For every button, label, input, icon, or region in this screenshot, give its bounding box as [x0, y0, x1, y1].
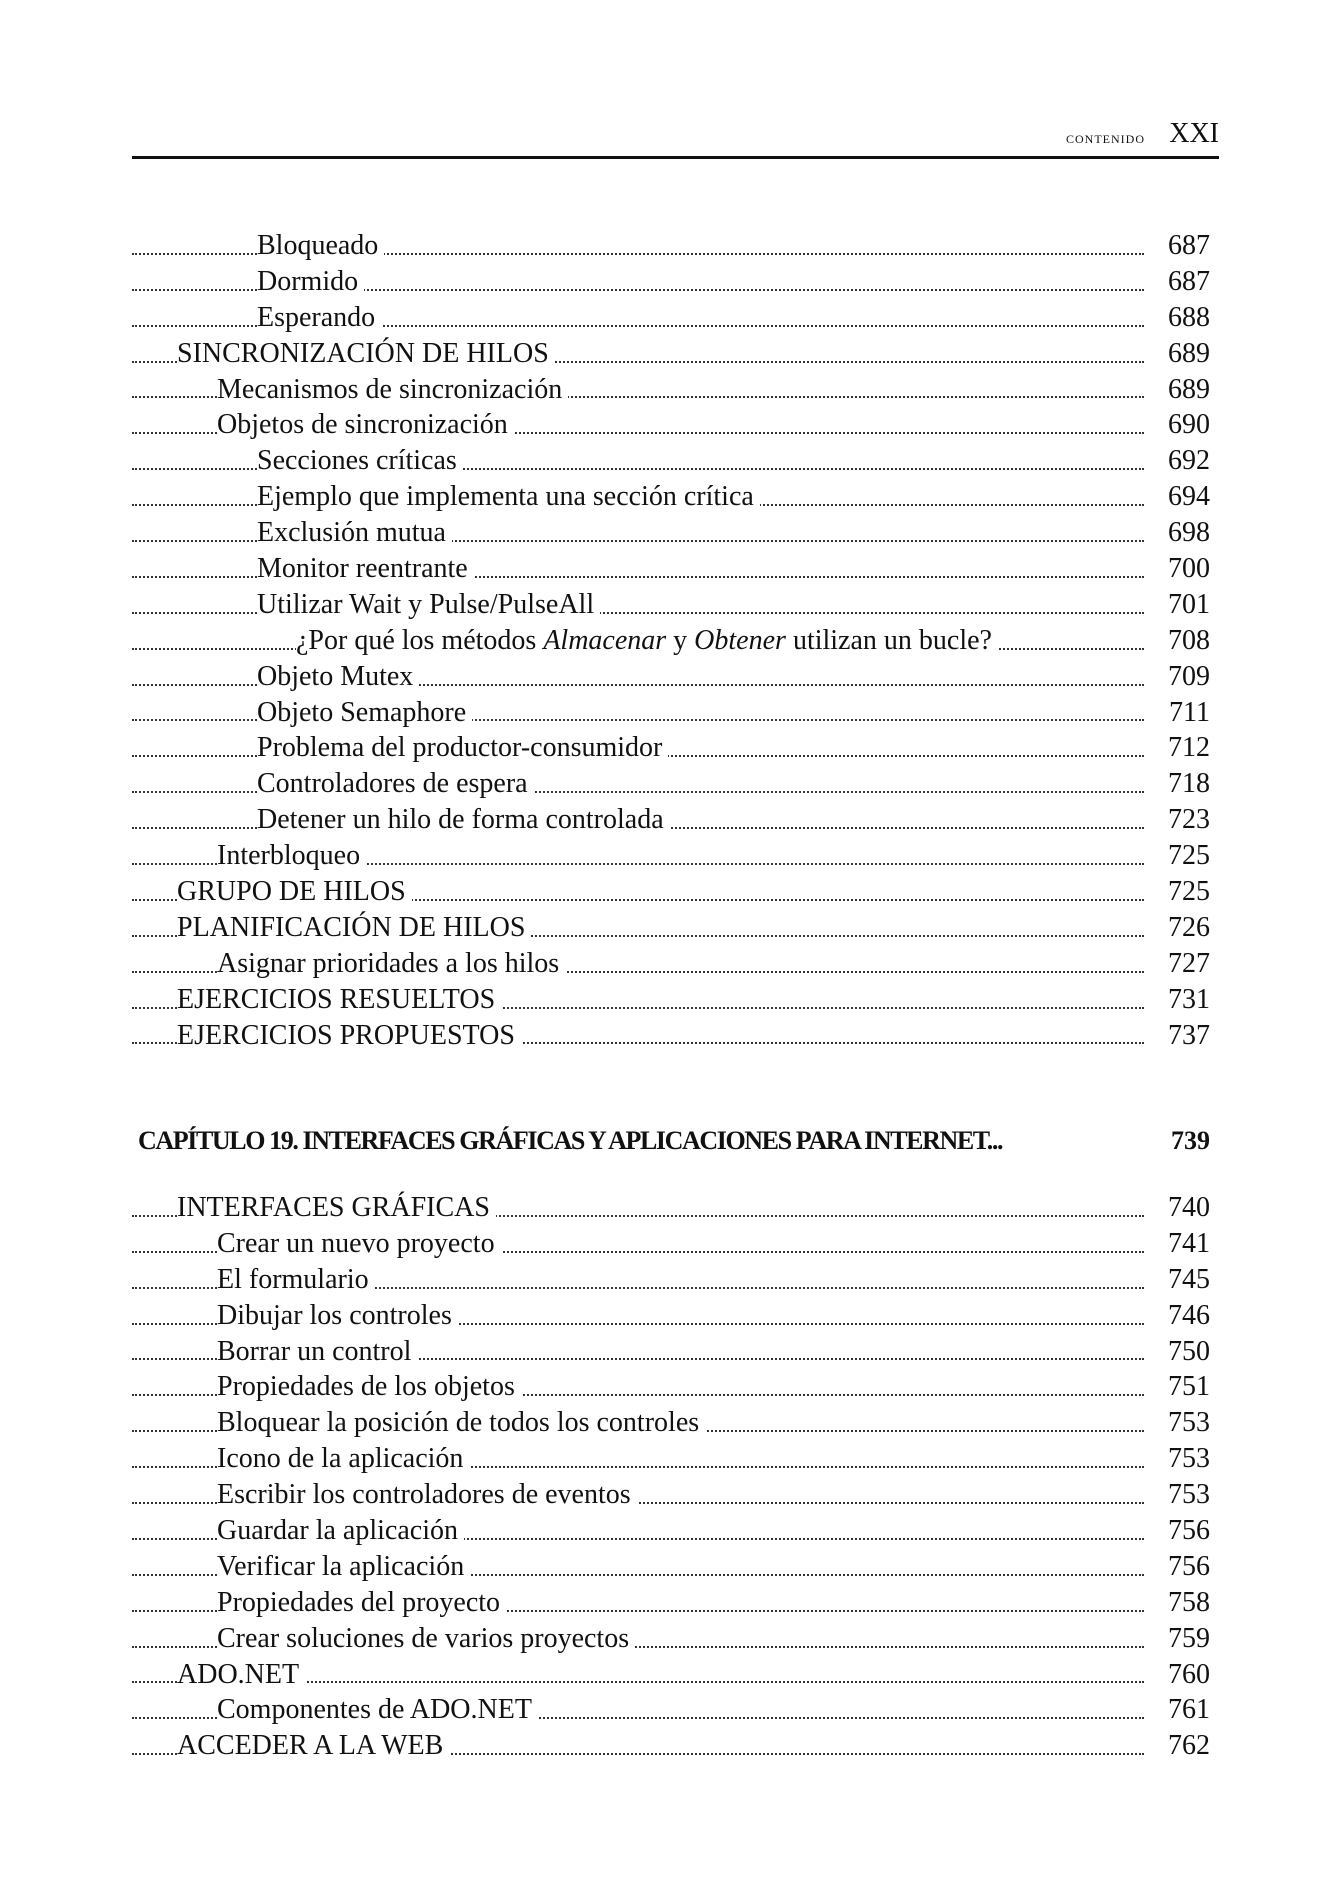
- toc-entry-page: 711: [1156, 695, 1210, 731]
- toc-entry: [132, 1018, 1210, 1054]
- toc-entry-title: Detener un hilo de forma controlada: [257, 802, 670, 838]
- toc-entry-page: 731: [1156, 982, 1210, 1018]
- toc-entry-page: 690: [1156, 407, 1210, 443]
- toc-entry: [132, 372, 1210, 408]
- header-page-number: XXI: [1169, 118, 1219, 149]
- toc-entry: [132, 802, 1210, 838]
- toc-entry: [132, 695, 1210, 731]
- chapter-title: CAPÍTULO 19. INTERFACES GRÁFICAS Y APLICACIONES PARA INTERNET...: [138, 1126, 1003, 1155]
- toc-entry-title: Esperando: [257, 300, 381, 336]
- toc-entry: [132, 1369, 1210, 1405]
- toc-list-gui: [132, 1190, 1210, 1764]
- toc-entry-page: 701: [1156, 587, 1210, 623]
- toc-entry: [132, 1549, 1210, 1585]
- toc-entry: [132, 1585, 1210, 1621]
- toc-entry-page: 745: [1156, 1262, 1210, 1298]
- toc-entry-page: 723: [1156, 802, 1210, 838]
- toc-entry-page: 689: [1156, 336, 1210, 372]
- toc-entry-page: 694: [1156, 479, 1210, 515]
- toc-entry: [132, 336, 1210, 372]
- toc-entry-title: Propiedades de los objetos: [217, 1369, 521, 1405]
- toc-entry: [132, 766, 1210, 802]
- toc-entry-page: 687: [1156, 228, 1210, 264]
- toc-entry: [132, 1621, 1210, 1657]
- toc-entry-page: 758: [1156, 1585, 1210, 1621]
- toc-entry: [132, 730, 1210, 766]
- toc-entry-page: 759: [1156, 1621, 1210, 1657]
- toc-entry-title: El formulario: [217, 1262, 375, 1298]
- toc-entry-title: Propiedades del proyecto: [217, 1585, 506, 1621]
- toc-entry-page: 753: [1156, 1405, 1210, 1441]
- toc-entry: [132, 1441, 1210, 1477]
- toc-entry-title: Objeto Mutex: [257, 659, 419, 695]
- toc-entry-title: Exclusión mutua: [257, 515, 452, 551]
- toc-entry: [132, 623, 1210, 659]
- toc-entry-title: EJERCICIOS RESUELTOS: [177, 982, 501, 1018]
- toc-entry-page: 712: [1156, 730, 1210, 766]
- toc-entry-title: Guardar la aplicación: [217, 1513, 464, 1549]
- toc-entry-title: Ejemplo que implementa una sección crítica: [257, 479, 760, 515]
- toc-entry-page: 709: [1156, 659, 1210, 695]
- toc-entry-page: 700: [1156, 551, 1210, 587]
- toc-entry-page: 718: [1156, 766, 1210, 802]
- toc-entry: [132, 1692, 1210, 1728]
- chapter-page-number: 739: [1171, 1126, 1210, 1155]
- toc-entry: [132, 982, 1210, 1018]
- toc-entry-title: Interbloqueo: [217, 838, 366, 874]
- toc-entry: [132, 1405, 1210, 1441]
- toc-entry: [132, 1657, 1210, 1693]
- toc-entry: [132, 407, 1210, 443]
- toc-entry-page: 746: [1156, 1298, 1210, 1334]
- toc-entry-page: 741: [1156, 1226, 1210, 1262]
- toc-entry-page: 689: [1156, 372, 1210, 408]
- toc-entry-title-part: Almacenar: [543, 624, 667, 656]
- toc-entry-page: 761: [1156, 1692, 1210, 1728]
- toc-entry-page: 737: [1156, 1018, 1210, 1054]
- toc-entry: [132, 1298, 1210, 1334]
- toc-entry: [132, 551, 1210, 587]
- toc-entry: [132, 1477, 1210, 1513]
- toc-entry: [132, 659, 1210, 695]
- toc-entry-title: Icono de la aplicación: [217, 1441, 469, 1477]
- toc-entry: [132, 910, 1210, 946]
- toc-entry-title: Verificar la aplicación: [217, 1549, 470, 1585]
- toc-entry: [132, 479, 1210, 515]
- chapter-heading: [132, 1121, 1210, 1161]
- toc-entry-page: 760: [1156, 1657, 1210, 1693]
- toc-entry: [132, 587, 1210, 623]
- toc-entry-page: 698: [1156, 515, 1210, 551]
- toc-entry-title: Problema del productor-consumidor: [257, 730, 668, 766]
- toc-entry-page: 750: [1156, 1334, 1210, 1370]
- toc-entry-title: EJERCICIOS PROPUESTOS: [177, 1018, 521, 1054]
- toc-entry-title: GRUPO DE HILOS: [177, 874, 412, 910]
- toc-entry-page: 692: [1156, 443, 1210, 479]
- toc-entry-page: 753: [1156, 1477, 1210, 1513]
- toc-entry: [132, 874, 1210, 910]
- toc-entry-title: Dormido: [257, 264, 364, 300]
- toc-entry: [132, 1190, 1210, 1226]
- toc-entry-page: 756: [1156, 1549, 1210, 1585]
- toc-entry-page: 708: [1156, 623, 1210, 659]
- toc-entry: [132, 228, 1210, 264]
- toc-entry-title: Dibujar los controles: [217, 1298, 458, 1334]
- toc-entry-title: ADO.NET: [177, 1657, 305, 1693]
- toc-entry-title: Escribir los controladores de eventos: [217, 1477, 637, 1513]
- toc-entry-page: 726: [1156, 910, 1210, 946]
- toc-entry-page: 727: [1156, 946, 1210, 982]
- toc-entry-title: Componentes de ADO.NET: [217, 1692, 538, 1728]
- toc-entry-title: Objetos de sincronización: [217, 407, 514, 443]
- toc-entry-title: Asignar prioridades a los hilos: [217, 946, 565, 982]
- toc-entry-title: Mecanismos de sincronización: [217, 372, 568, 408]
- toc-entry-title: Utilizar Wait y Pulse/PulseAll: [257, 587, 600, 623]
- toc-entry-title-part: y: [666, 624, 695, 656]
- toc-entry-title: SINCRONIZACIÓN DE HILOS: [177, 336, 555, 372]
- toc-list-threads: [132, 228, 1210, 1053]
- toc-entry-page: 687: [1156, 264, 1210, 300]
- toc-entry: [132, 1334, 1210, 1370]
- toc-entry-page: 751: [1156, 1369, 1210, 1405]
- toc-entry-page: 756: [1156, 1513, 1210, 1549]
- toc-entry: [132, 264, 1210, 300]
- header-section-label: contenido: [1066, 128, 1145, 147]
- toc-entry-title-part: utilizan un bucle?: [785, 624, 992, 656]
- toc-entry-page: 725: [1156, 874, 1210, 910]
- toc-entry-title: Crear soluciones de varios proyectos: [217, 1621, 635, 1657]
- toc-entry-title: Crear un nuevo proyecto: [217, 1226, 501, 1262]
- toc-entry: [132, 443, 1210, 479]
- toc-entry: [132, 838, 1210, 874]
- toc-entry-title-part: ¿Por qué los métodos: [296, 624, 544, 656]
- toc-entry: [132, 1226, 1210, 1262]
- toc-entry: [132, 300, 1210, 336]
- toc-entry-title: PLANIFICACIÓN DE HILOS: [177, 910, 531, 946]
- toc-entry-title: Bloqueado: [257, 228, 384, 264]
- toc-entry: [132, 1513, 1210, 1549]
- toc-entry-title: Controladores de espera: [257, 766, 534, 802]
- toc-entry: [132, 1262, 1210, 1298]
- toc-entry: [132, 946, 1210, 982]
- toc-entry-title: ACCEDER A LA WEB: [177, 1728, 449, 1764]
- toc-entry: [132, 1728, 1210, 1764]
- toc-entry-title: Borrar un control: [217, 1334, 417, 1370]
- toc-entry-title: Monitor reentrante: [257, 551, 474, 587]
- toc-entry-page: 688: [1156, 300, 1210, 336]
- toc-entry-title: Objeto Semaphore: [257, 695, 472, 731]
- toc-entry: [132, 515, 1210, 551]
- toc-entry-page: 753: [1156, 1441, 1210, 1477]
- toc-entry-page: 740: [1156, 1190, 1210, 1226]
- toc-entry-title: Secciones críticas: [257, 443, 463, 479]
- toc-entry-title: Bloquear la posición de todos los controles: [217, 1405, 705, 1441]
- toc-entry-title-part: Obtener: [694, 624, 786, 656]
- running-header: [132, 118, 1219, 159]
- toc-entry-page: 762: [1156, 1728, 1210, 1764]
- toc-entry-title: INTERFACES GRÁFICAS: [177, 1190, 496, 1226]
- toc-entry-title: [296, 623, 998, 659]
- toc-entry-page: 725: [1156, 838, 1210, 874]
